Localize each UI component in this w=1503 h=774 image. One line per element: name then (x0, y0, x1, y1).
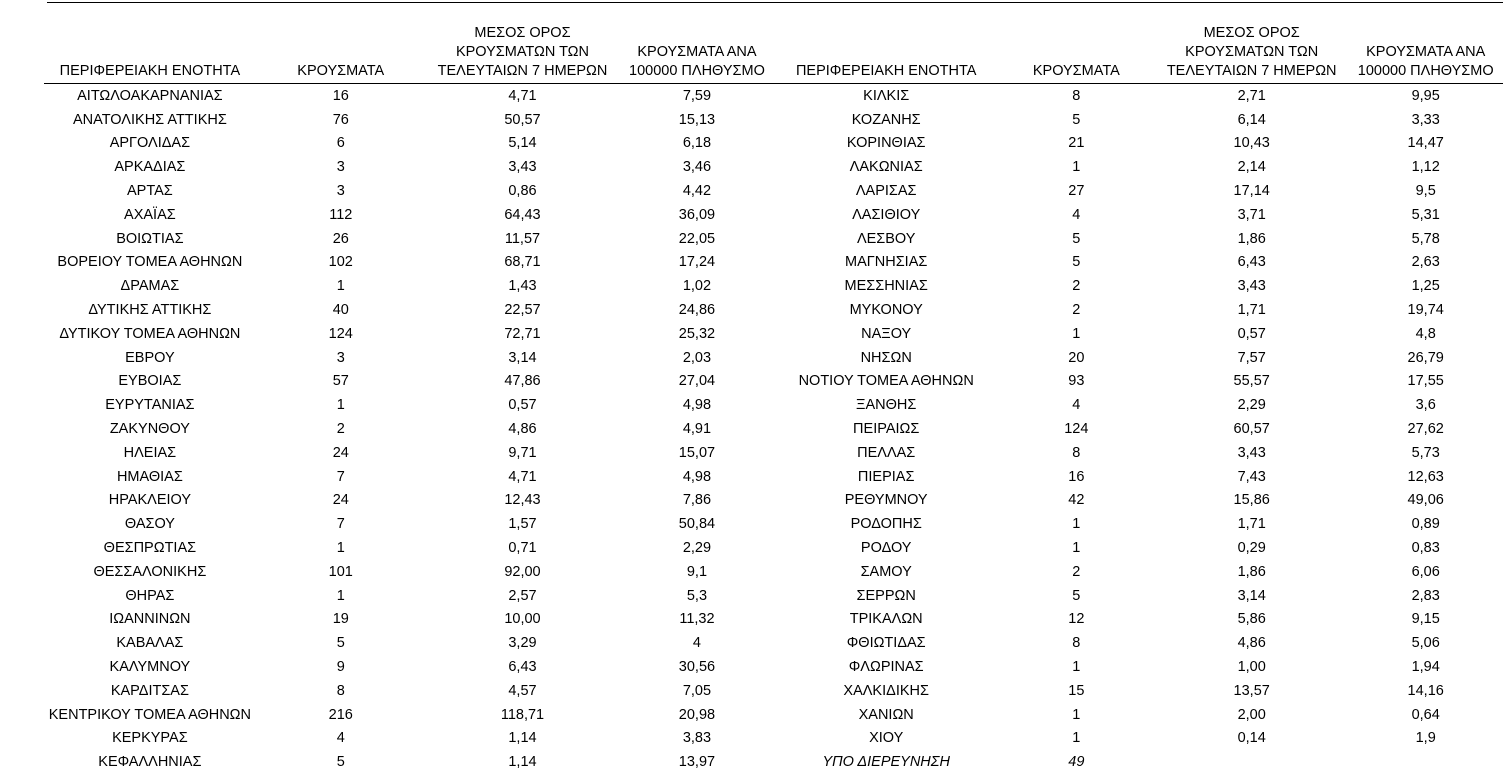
table-row (44, 132, 1503, 156)
cases-cell: 5 (998, 251, 1155, 275)
cases-cell: 7 (256, 512, 426, 536)
avg-7day-cell: 1,00 (1155, 655, 1348, 679)
cases-cell: 15 (998, 679, 1155, 703)
region-cell: ΚΙΛΚΙΣ (775, 84, 998, 108)
avg-7day-cell: 6,14 (1155, 108, 1348, 132)
per-100k-cell: 50,84 (619, 512, 775, 536)
table-row (44, 322, 1503, 346)
avg-7day-cell: 22,57 (426, 298, 619, 322)
cases-cell: 20 (998, 346, 1155, 370)
region-cell: ΑΙΤΩΛΟΑΚΑΡΝΑΝΙΑΣ (44, 84, 256, 108)
avg-7day-cell: 47,86 (426, 370, 619, 394)
region-cell: ΦΛΩΡΙΝΑΣ (775, 655, 998, 679)
table-row (44, 608, 1503, 632)
region-cell: ΕΥΡΥΤΑΝΙΑΣ (44, 393, 256, 417)
per-100k-cell: 4,42 (619, 179, 775, 203)
cases-header (256, 22, 426, 84)
region-cell: ΘΕΣΠΡΩΤΙΑΣ (44, 536, 256, 560)
per-100k-cell: 27,62 (1348, 417, 1503, 441)
cases-cell: 2 (998, 298, 1155, 322)
avg-7day-cell (1155, 750, 1348, 774)
region-cell: ΛΑΣΙΘΙΟΥ (775, 203, 998, 227)
avg-7day-cell: 1,43 (426, 274, 619, 298)
per-100k-cell: 4,98 (619, 465, 775, 489)
cases-cell: 1 (256, 274, 426, 298)
region-cell: ΠΕΙΡΑΙΩΣ (775, 417, 998, 441)
per-100k-cell: 4,98 (619, 393, 775, 417)
avg-7day-cell: 10,00 (426, 608, 619, 632)
avg-7day-cell: 3,43 (1155, 274, 1348, 298)
header-line: ΤΕΛΕΥΤΑΙΩΝ 7 ΗΜΕΡΩΝ (1167, 63, 1337, 79)
cases-cell: 5 (998, 227, 1155, 251)
region-cell: ΚΟΖΑΝΗΣ (775, 108, 998, 132)
per-100k-cell: 15,07 (619, 441, 775, 465)
avg-7day-cell: 68,71 (426, 251, 619, 275)
avg-7day-cell: 15,86 (1155, 489, 1348, 513)
region-cell: ΣΑΜΟΥ (775, 560, 998, 584)
avg-7day-cell: 60,57 (1155, 417, 1348, 441)
cases-cell: 7 (256, 465, 426, 489)
header-line: ΤΕΛΕΥΤΑΙΩΝ 7 ΗΜΕΡΩΝ (438, 63, 608, 79)
cases-cell: 1 (256, 393, 426, 417)
per-100k-cell: 6,06 (1348, 560, 1503, 584)
top-rule (47, 2, 1503, 3)
cases-cell: 16 (998, 465, 1155, 489)
cases-cell: 1 (998, 536, 1155, 560)
cases-cell: 21 (998, 132, 1155, 156)
per-100k-cell: 9,15 (1348, 608, 1503, 632)
per-100k-cell: 26,79 (1348, 346, 1503, 370)
region-cell: ΦΘΙΩΤΙΔΑΣ (775, 631, 998, 655)
avg-7day-cell: 0,71 (426, 536, 619, 560)
avg-7day-cell: 4,71 (426, 84, 619, 108)
per-100k-cell: 7,05 (619, 679, 775, 703)
region-cell: ΑΝΑΤΟΛΙΚΗΣ ΑΤΤΙΚΗΣ (44, 108, 256, 132)
region-cell: ΚΑΒΑΛΑΣ (44, 631, 256, 655)
avg-7day-cell: 2,29 (1155, 393, 1348, 417)
per-100k-cell: 14,47 (1348, 132, 1503, 156)
cases-cell: 1 (998, 322, 1155, 346)
header-line: ΠΕΡΙΦΕΡΕΙΑΚΗ ΕΝΟΤΗΤΑ (796, 63, 977, 79)
header-line: ΚΡΟΥΣΜΑΤΑ (297, 63, 384, 79)
avg-7day-cell: 4,86 (426, 417, 619, 441)
avg-7day-cell: 4,57 (426, 679, 619, 703)
per-100k-cell: 12,63 (1348, 465, 1503, 489)
avg-7day-cell: 0,29 (1155, 536, 1348, 560)
per-100k-cell: 25,32 (619, 322, 775, 346)
avg-7day-cell: 0,14 (1155, 727, 1348, 751)
region-cell: ΗΛΕΙΑΣ (44, 441, 256, 465)
cases-cell: 8 (998, 441, 1155, 465)
avg-7day-cell: 5,14 (426, 132, 619, 156)
table-row (44, 274, 1503, 298)
table-row (44, 750, 1503, 774)
per-100k-cell: 17,24 (619, 251, 775, 275)
per-100k-cell: 0,83 (1348, 536, 1503, 560)
per-100k-cell: 9,95 (1348, 84, 1503, 108)
table-row (44, 227, 1503, 251)
region-cell: ΥΠΟ ΔΙΕΡΕΥΝΗΣΗ (775, 750, 998, 774)
region-cell: ΝΟΤΙΟΥ ΤΟΜΕΑ ΑΘΗΝΩΝ (775, 370, 998, 394)
region-cell: ΖΑΚΥΝΘΟΥ (44, 417, 256, 441)
per-100k-cell: 2,29 (619, 536, 775, 560)
per-100k-cell: 1,25 (1348, 274, 1503, 298)
header-line: 100000 ΠΛΗΘΥΣΜΟ (629, 63, 765, 79)
avg-7day-cell: 50,57 (426, 108, 619, 132)
avg-7day-cell: 7,57 (1155, 346, 1348, 370)
header-line: ΜΕΣΟΣ ΟΡΟΣ (1204, 25, 1300, 41)
per-100k-header (1348, 22, 1503, 84)
region-cell: ΔΥΤΙΚΟΥ ΤΟΜΕΑ ΑΘΗΝΩΝ (44, 322, 256, 346)
avg-7day-header (1155, 22, 1348, 84)
region-cell: ΚΕΝΤΡΙΚΟΥ ΤΟΜΕΑ ΑΘΗΝΩΝ (44, 703, 256, 727)
table-row (44, 251, 1503, 275)
table-row (44, 203, 1503, 227)
per-100k-cell: 14,16 (1348, 679, 1503, 703)
cases-cell: 6 (256, 132, 426, 156)
per-100k-cell: 3,33 (1348, 108, 1503, 132)
per-100k-cell: 1,9 (1348, 727, 1503, 751)
avg-7day-cell: 4,86 (1155, 631, 1348, 655)
cases-cell: 57 (256, 370, 426, 394)
region-cell: ΜΕΣΣΗΝΙΑΣ (775, 274, 998, 298)
per-100k-cell: 20,98 (619, 703, 775, 727)
region-cell: ΒΟΡΕΙΟΥ ΤΟΜΕΑ ΑΘΗΝΩΝ (44, 251, 256, 275)
cases-cell: 24 (256, 489, 426, 513)
per-100k-cell: 9,1 (619, 560, 775, 584)
header-line: ΚΡΟΥΣΜΑΤΑ (1033, 63, 1120, 79)
avg-7day-cell: 6,43 (1155, 251, 1348, 275)
avg-7day-cell: 4,71 (426, 465, 619, 489)
header-line: 100000 ΠΛΗΘΥΣΜΟ (1358, 63, 1494, 79)
table-row (44, 465, 1503, 489)
cases-cell: 4 (256, 727, 426, 751)
cases-cell: 112 (256, 203, 426, 227)
avg-7day-header (426, 22, 619, 84)
table-body (44, 84, 1503, 774)
header-line: ΚΡΟΥΣΜΑΤΩΝ ΤΩΝ (456, 44, 589, 60)
avg-7day-cell: 11,57 (426, 227, 619, 251)
per-100k-cell: 15,13 (619, 108, 775, 132)
region-header (44, 22, 256, 84)
avg-7day-cell: 92,00 (426, 560, 619, 584)
per-100k-cell: 1,94 (1348, 655, 1503, 679)
cases-cell: 3 (256, 155, 426, 179)
region-cell: ΛΑΡΙΣΑΣ (775, 179, 998, 203)
cases-cell: 3 (256, 179, 426, 203)
table-row (44, 441, 1503, 465)
per-100k-cell: 30,56 (619, 655, 775, 679)
per-100k-cell: 4,91 (619, 417, 775, 441)
avg-7day-cell: 5,86 (1155, 608, 1348, 632)
per-100k-cell: 1,12 (1348, 155, 1503, 179)
table-row (44, 584, 1503, 608)
cases-cell: 1 (998, 703, 1155, 727)
per-100k-header (619, 22, 775, 84)
table-row (44, 631, 1503, 655)
avg-7day-cell: 2,71 (1155, 84, 1348, 108)
cases-cell: 1 (998, 727, 1155, 751)
region-cell: ΘΑΣΟΥ (44, 512, 256, 536)
region-cell: ΚΟΡΙΝΘΙΑΣ (775, 132, 998, 156)
per-100k-cell: 3,46 (619, 155, 775, 179)
avg-7day-cell: 0,57 (1155, 322, 1348, 346)
header-line: ΜΕΣΟΣ ΟΡΟΣ (474, 25, 570, 41)
table-row (44, 560, 1503, 584)
region-header (775, 22, 998, 84)
avg-7day-cell: 7,43 (1155, 465, 1348, 489)
per-100k-cell: 5,3 (619, 584, 775, 608)
cases-cell: 4 (998, 203, 1155, 227)
per-100k-cell: 9,5 (1348, 179, 1503, 203)
avg-7day-cell: 55,57 (1155, 370, 1348, 394)
region-cell: ΗΡΑΚΛΕΙΟΥ (44, 489, 256, 513)
per-100k-cell: 5,78 (1348, 227, 1503, 251)
cases-cell: 3 (256, 346, 426, 370)
table-row (44, 108, 1503, 132)
cases-cell: 5 (998, 584, 1155, 608)
per-100k-cell: 6,18 (619, 132, 775, 156)
per-100k-cell: 27,04 (619, 370, 775, 394)
per-100k-cell: 49,06 (1348, 489, 1503, 513)
per-100k-cell: 13,97 (619, 750, 775, 774)
region-cell: ΑΡΚΑΔΙΑΣ (44, 155, 256, 179)
cases-cell: 19 (256, 608, 426, 632)
region-cell: ΚΕΦΑΛΛΗΝΙΑΣ (44, 750, 256, 774)
avg-7day-cell: 13,57 (1155, 679, 1348, 703)
region-cell: ΛΕΣΒΟΥ (775, 227, 998, 251)
cases-cell: 76 (256, 108, 426, 132)
table-row (44, 536, 1503, 560)
avg-7day-cell: 6,43 (426, 655, 619, 679)
avg-7day-cell: 2,00 (1155, 703, 1348, 727)
per-100k-cell: 19,74 (1348, 298, 1503, 322)
avg-7day-cell: 1,14 (426, 727, 619, 751)
cases-cell: 124 (998, 417, 1155, 441)
table-row (44, 346, 1503, 370)
per-100k-cell: 4,8 (1348, 322, 1503, 346)
cases-cell: 2 (998, 274, 1155, 298)
table-row (44, 655, 1503, 679)
cases-cell: 49 (998, 750, 1155, 774)
cases-cell: 9 (256, 655, 426, 679)
avg-7day-cell: 1,14 (426, 750, 619, 774)
region-cell: ΧΑΝΙΩΝ (775, 703, 998, 727)
region-cell: ΧΙΟΥ (775, 727, 998, 751)
per-100k-cell: 5,73 (1348, 441, 1503, 465)
region-cell: ΠΕΛΛΑΣ (775, 441, 998, 465)
region-cell: ΜΥΚΟΝΟΥ (775, 298, 998, 322)
avg-7day-cell: 72,71 (426, 322, 619, 346)
per-100k-cell: 5,06 (1348, 631, 1503, 655)
region-cell: ΡΕΘΥΜΝΟΥ (775, 489, 998, 513)
per-100k-cell (1348, 750, 1503, 774)
per-100k-cell: 3,83 (619, 727, 775, 751)
region-cell: ΕΥΒΟΙΑΣ (44, 370, 256, 394)
per-100k-cell: 24,86 (619, 298, 775, 322)
header-line: ΚΡΟΥΣΜΑΤΩΝ ΤΩΝ (1185, 44, 1318, 60)
cases-cell: 8 (998, 84, 1155, 108)
avg-7day-cell: 64,43 (426, 203, 619, 227)
avg-7day-cell: 3,29 (426, 631, 619, 655)
per-100k-cell: 0,89 (1348, 512, 1503, 536)
cases-cell: 40 (256, 298, 426, 322)
avg-7day-cell: 2,14 (1155, 155, 1348, 179)
per-100k-cell: 36,09 (619, 203, 775, 227)
region-cell: ΘΕΣΣΑΛΟΝΙΚΗΣ (44, 560, 256, 584)
avg-7day-cell: 9,71 (426, 441, 619, 465)
table-row (44, 489, 1503, 513)
region-cell: ΙΩΑΝΝΙΝΩΝ (44, 608, 256, 632)
cases-cell: 1 (998, 655, 1155, 679)
avg-7day-cell: 0,57 (426, 393, 619, 417)
cases-cell: 12 (998, 608, 1155, 632)
per-100k-cell: 22,05 (619, 227, 775, 251)
avg-7day-cell: 3,71 (1155, 203, 1348, 227)
region-cell: ΣΕΡΡΩΝ (775, 584, 998, 608)
cases-cell: 5 (998, 108, 1155, 132)
per-100k-cell: 17,55 (1348, 370, 1503, 394)
header-line: ΚΡΟΥΣΜΑΤΑ ΑΝΑ (637, 44, 756, 60)
region-cell: ΧΑΛΚΙΔΙΚΗΣ (775, 679, 998, 703)
table-row (44, 298, 1503, 322)
per-100k-cell: 0,64 (1348, 703, 1503, 727)
region-cell: ΚΑΛΥΜΝΟΥ (44, 655, 256, 679)
header-line: ΚΡΟΥΣΜΑΤΑ ΑΝΑ (1366, 44, 1485, 60)
avg-7day-cell: 3,43 (426, 155, 619, 179)
region-cell: ΞΑΝΘΗΣ (775, 393, 998, 417)
cases-cell: 1 (256, 536, 426, 560)
region-cell: ΚΕΡΚΥΡΑΣ (44, 727, 256, 751)
table-row (44, 727, 1503, 751)
cases-cell: 4 (998, 393, 1155, 417)
per-100k-cell: 5,31 (1348, 203, 1503, 227)
per-100k-cell: 2,83 (1348, 584, 1503, 608)
table-row (44, 370, 1503, 394)
region-cell: ΗΜΑΘΙΑΣ (44, 465, 256, 489)
region-cell: ΘΗΡΑΣ (44, 584, 256, 608)
region-cell: ΔΡΑΜΑΣ (44, 274, 256, 298)
avg-7day-cell: 1,57 (426, 512, 619, 536)
table-row (44, 84, 1503, 108)
avg-7day-cell: 1,71 (1155, 512, 1348, 536)
avg-7day-cell: 3,43 (1155, 441, 1348, 465)
avg-7day-cell: 118,71 (426, 703, 619, 727)
region-cell: ΜΑΓΝΗΣΙΑΣ (775, 251, 998, 275)
per-100k-cell: 7,59 (619, 84, 775, 108)
cases-cell: 42 (998, 489, 1155, 513)
header-row (44, 22, 1503, 84)
region-cell: ΒΟΙΩΤΙΑΣ (44, 227, 256, 251)
cases-cell: 16 (256, 84, 426, 108)
cases-cell: 216 (256, 703, 426, 727)
per-100k-cell: 3,6 (1348, 393, 1503, 417)
header-line: ΠΕΡΙΦΕΡΕΙΑΚΗ ΕΝΟΤΗΤΑ (60, 63, 241, 79)
per-100k-cell: 4 (619, 631, 775, 655)
table-row (44, 179, 1503, 203)
avg-7day-cell: 3,14 (1155, 584, 1348, 608)
cases-cell: 101 (256, 560, 426, 584)
region-cell: ΠΙΕΡΙΑΣ (775, 465, 998, 489)
per-100k-cell: 11,32 (619, 608, 775, 632)
table-row (44, 512, 1503, 536)
avg-7day-cell: 1,86 (1155, 227, 1348, 251)
avg-7day-cell: 3,14 (426, 346, 619, 370)
per-100k-cell: 2,63 (1348, 251, 1503, 275)
cases-cell: 2 (998, 560, 1155, 584)
cases-header (998, 22, 1155, 84)
region-cell: ΤΡΙΚΑΛΩΝ (775, 608, 998, 632)
cases-cell: 5 (256, 750, 426, 774)
per-100k-cell: 7,86 (619, 489, 775, 513)
region-cell: ΑΡΓΟΛΙΔΑΣ (44, 132, 256, 156)
cases-cell: 8 (256, 679, 426, 703)
cases-table (44, 22, 1503, 774)
region-cell: ΝΑΞΟΥ (775, 322, 998, 346)
cases-cell: 1 (998, 512, 1155, 536)
table-row (44, 703, 1503, 727)
avg-7day-cell: 0,86 (426, 179, 619, 203)
region-cell: ΝΗΣΩΝ (775, 346, 998, 370)
region-cell: ΡΟΔΟΥ (775, 536, 998, 560)
region-cell: ΔΥΤΙΚΗΣ ΑΤΤΙΚΗΣ (44, 298, 256, 322)
avg-7day-cell: 1,86 (1155, 560, 1348, 584)
cases-cell: 24 (256, 441, 426, 465)
cases-cell: 27 (998, 179, 1155, 203)
region-cell: ΕΒΡΟΥ (44, 346, 256, 370)
table-row (44, 393, 1503, 417)
region-cell: ΑΡΤΑΣ (44, 179, 256, 203)
cases-cell: 124 (256, 322, 426, 346)
cases-cell: 1 (998, 155, 1155, 179)
table-row (44, 155, 1503, 179)
region-cell: ΡΟΔΟΠΗΣ (775, 512, 998, 536)
cases-cell: 26 (256, 227, 426, 251)
cases-cell: 2 (256, 417, 426, 441)
avg-7day-cell: 10,43 (1155, 132, 1348, 156)
avg-7day-cell: 17,14 (1155, 179, 1348, 203)
avg-7day-cell: 2,57 (426, 584, 619, 608)
cases-cell: 5 (256, 631, 426, 655)
avg-7day-cell: 12,43 (426, 489, 619, 513)
cases-cell: 8 (998, 631, 1155, 655)
region-cell: ΚΑΡΔΙΤΣΑΣ (44, 679, 256, 703)
per-100k-cell: 2,03 (619, 346, 775, 370)
per-100k-cell: 1,02 (619, 274, 775, 298)
avg-7day-cell: 1,71 (1155, 298, 1348, 322)
table-row (44, 417, 1503, 441)
cases-cell: 1 (256, 584, 426, 608)
table-row (44, 679, 1503, 703)
region-cell: ΑΧΑΪΑΣ (44, 203, 256, 227)
cases-cell: 102 (256, 251, 426, 275)
region-cell: ΛΑΚΩΝΙΑΣ (775, 155, 998, 179)
cases-cell: 93 (998, 370, 1155, 394)
